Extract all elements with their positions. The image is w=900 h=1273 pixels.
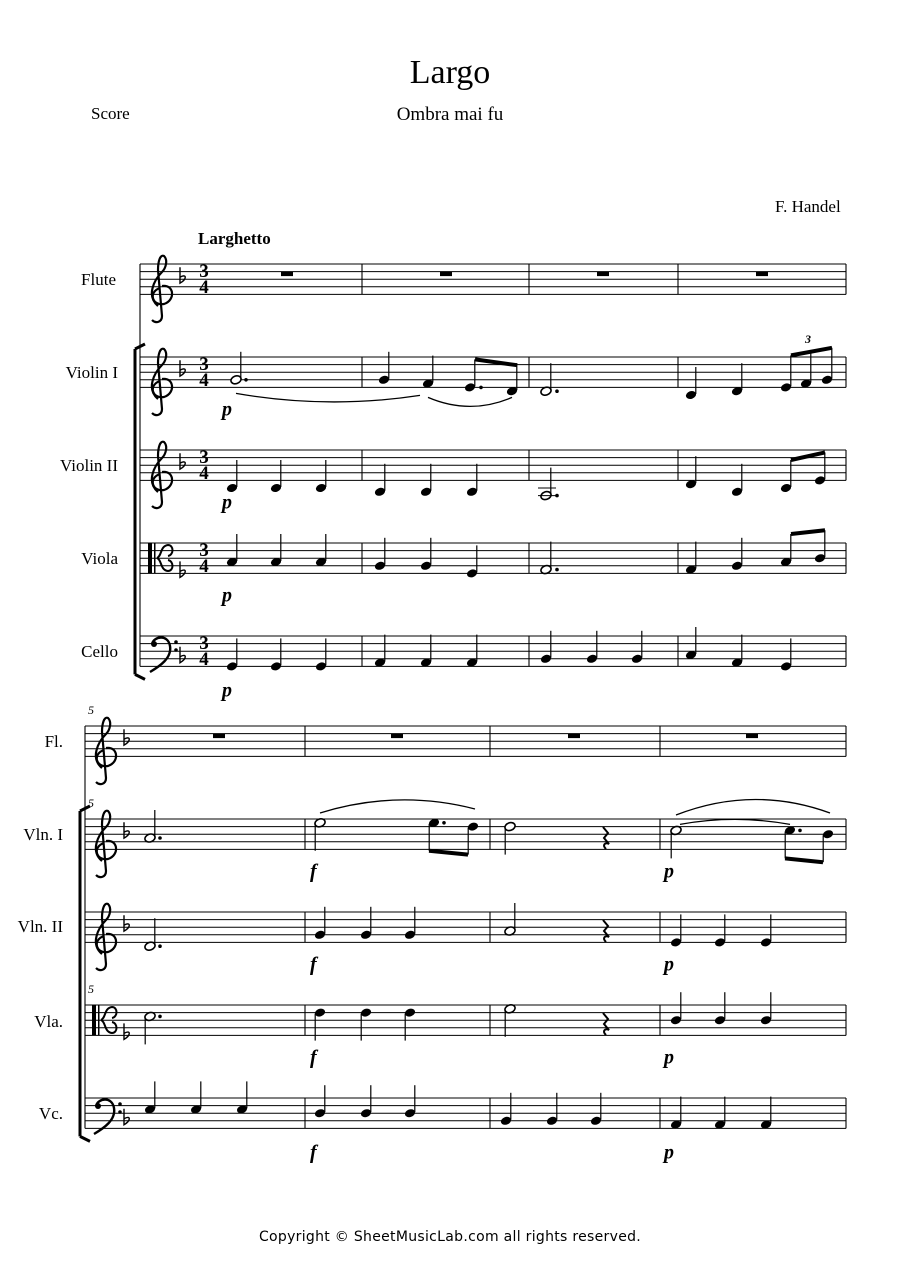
instrument-name-cello-short: Vc. [38,1104,63,1123]
dynamic-viola: f [310,1046,317,1069]
staff-1 [85,726,846,756]
instrument-name-violin-2-short: Vln. II [17,917,63,936]
flat-sign [180,561,185,577]
quarter-rest [603,827,609,849]
dynamic-violin-1: p [664,860,674,883]
whole-rest [597,272,609,277]
dynamic-violin-2: f [310,953,317,976]
instrument-name-viola-short: Vla. [34,1012,63,1031]
time-signature-bottom: 4 [199,463,209,484]
instrument-name-violin-2: Violin II [60,456,118,475]
time-signature-top: 3 [199,633,209,654]
instrument-name-flute-short: Fl. [44,732,63,751]
time-signature-bottom: 4 [199,370,209,391]
score-subtitle: Ombra mai fu [396,104,504,125]
score-label: Score [91,104,130,123]
tempo-marking: Larghetto [198,229,271,248]
augmentation-dot [244,378,248,382]
flat-sign [124,915,129,931]
quarter-note [670,992,682,1025]
flat-sign [180,647,185,663]
staff-4 [140,543,846,573]
quarter-note [760,992,772,1025]
composer-name: F. Handel [775,197,841,216]
time-signature-top: 3 [199,261,209,282]
augmentation-dot [158,836,162,840]
whole-rest [213,734,225,739]
whole-rest [281,272,293,277]
dynamic-cello: p [222,679,232,702]
treble-clef-icon [152,442,172,508]
flat-sign [180,360,185,376]
time-signature-top: 3 [199,447,209,468]
measure-number: 5 [88,982,94,996]
whole-rest [746,734,758,739]
augmentation-dot [555,389,559,393]
dynamic-violin-1: p [222,398,232,421]
treble-clef-icon [96,718,116,784]
system-2 [80,703,846,1163]
staff-1 [140,264,846,294]
staff-2 [85,819,846,849]
dynamic-cello: p [664,1141,674,1164]
beam [791,530,825,534]
instrument-name-flute: Flute [81,270,116,289]
treble-clef-icon [152,256,172,322]
staff-3 [85,912,846,942]
instrument-name-violin-1: Violin I [65,363,118,382]
whole-rest [756,272,768,277]
whole-rest [440,272,452,277]
flat-sign [124,729,129,745]
quarter-note [314,1085,326,1118]
staff-4 [85,1005,846,1035]
time-signature-top: 3 [199,354,209,375]
measure-number: 5 [88,796,94,810]
whole-rest [391,734,403,739]
whole-rest [568,734,580,739]
dynamic-viola: p [222,584,232,607]
quarter-note [404,1085,416,1118]
slur [676,799,830,815]
instrument-name-cello: Cello [81,642,118,661]
quarter-note [821,348,833,385]
beam [429,851,468,855]
staff-3 [140,450,846,480]
dynamic-violin-2: p [222,491,232,514]
treble-clef-icon [96,904,116,970]
quarter-note [814,530,826,563]
flat-sign [180,267,185,283]
augmentation-dot [555,568,559,572]
score-title: Largo [409,54,491,91]
augmentation-dot [158,944,162,948]
quarter-note [714,992,726,1025]
slur [680,819,790,824]
flat-sign [180,453,185,469]
quarter-rest [603,1013,609,1035]
slur [236,393,420,402]
quarter-note [360,1085,372,1118]
dynamic-viola: p [664,1046,674,1069]
flat-sign [124,822,129,838]
flat-sign [124,1023,129,1039]
time-signature-bottom: 4 [199,556,209,577]
treble-clef-icon [96,811,116,877]
instrument-name-viola: Viola [81,549,118,568]
slur [428,397,512,406]
beam [791,452,825,460]
dynamic-cello: f [310,1141,317,1164]
quarter-rest [603,920,609,942]
time-signature-bottom: 4 [199,277,209,298]
dynamic-violin-2: p [664,953,674,976]
quarter-note [822,829,834,862]
time-signature-top: 3 [199,540,209,561]
copyright-notice: Copyright © SheetMusicLab.com all rights reserved. [258,1229,642,1245]
beam [791,348,832,356]
measure-number: 5 [88,703,94,717]
dynamic-violin-1: f [310,860,317,883]
flat-sign [124,1109,129,1125]
beam [785,858,823,862]
instrument-name-violin-1-short: Vln. I [23,825,63,844]
augmentation-dot [798,829,802,833]
tuplet-number: 3 [805,332,811,346]
staff-5 [85,1098,846,1128]
slur [320,800,475,813]
quarter-note [780,355,792,392]
augmentation-dot [479,386,483,390]
augmentation-dot [158,1015,162,1019]
treble-clef-icon [152,349,172,415]
system-1 [135,256,846,702]
time-signature-bottom: 4 [199,649,209,670]
augmentation-dot [442,821,446,825]
